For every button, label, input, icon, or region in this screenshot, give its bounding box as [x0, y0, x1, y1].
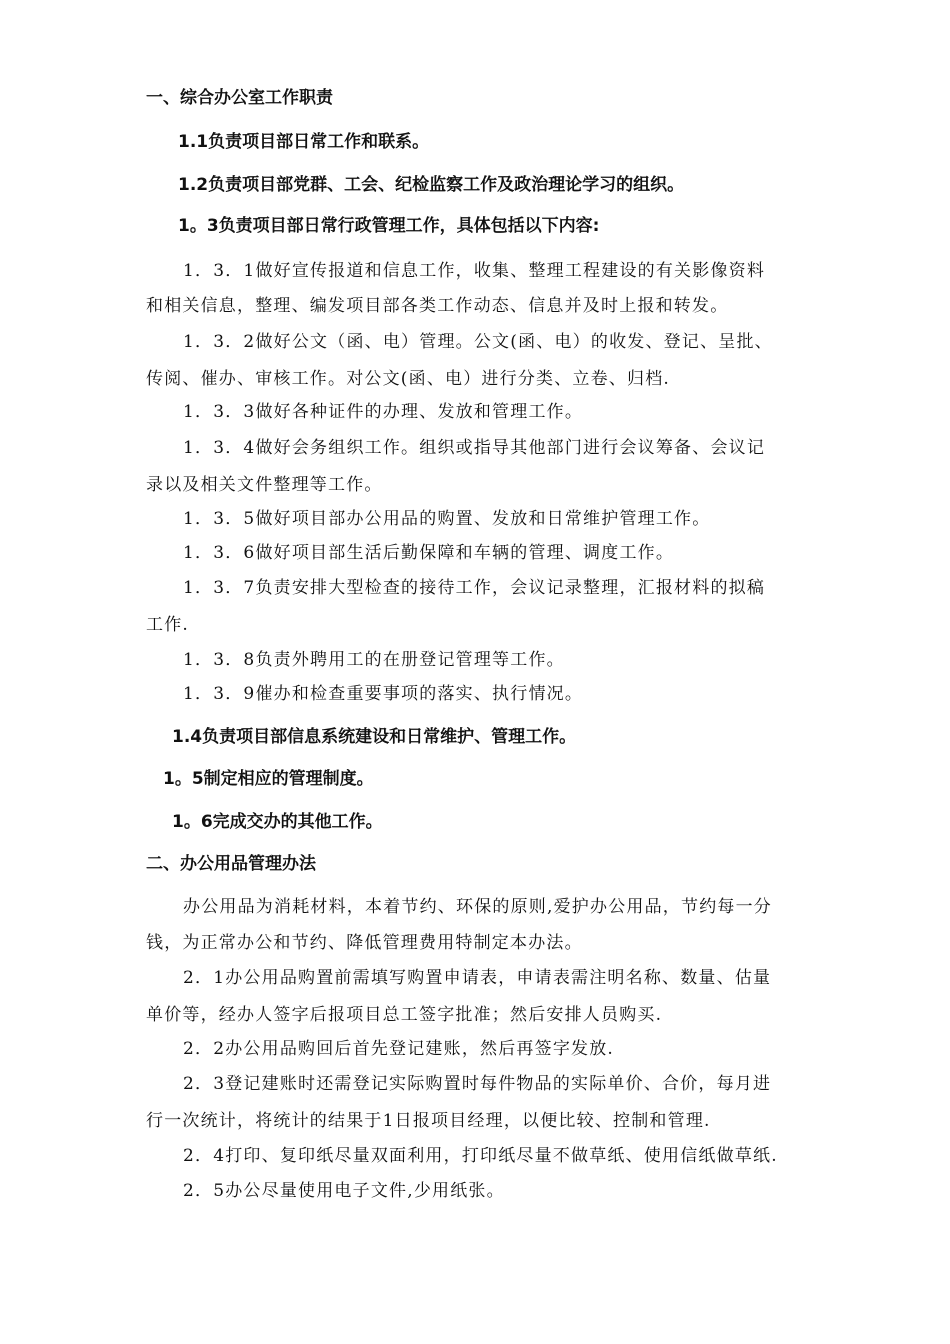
item-1-3-3: 1．3．3做好各种证件的办理、发放和管理工作。: [183, 402, 584, 422]
item-1-3-1-line2: 和相关信息，整理、编发项目部各类工作动态、信息并及时上报和转发。: [146, 296, 729, 316]
item-2-5: 2．5办公尽量使用电子文件,少用纸张。: [183, 1181, 505, 1201]
item-1-1: 1.1负责项目部日常工作和联系。: [178, 132, 430, 152]
item-1-3-1-line1: 1．3．1做好宣传报道和信息工作，收集、整理工程建设的有关影像资料: [183, 261, 766, 281]
item-2-1-line1: 2．1办公用品购置前需填写购置申请表，申请表需注明名称、数量、估量: [183, 968, 772, 988]
item-1-3-4-line1: 1．3．4做好会务组织工作。组织或指导其他部门进行会议筹备、会议记: [183, 438, 766, 458]
item-1-3-2-line1: 1．3．2做好公文（函、电）管理。公文(函、电）的收发、登记、呈批、: [183, 332, 773, 352]
item-1-6: 1。6完成交办的其他工作。: [172, 812, 383, 832]
item-1-3-6: 1．3．6做好项目部生活后勤保障和车辆的管理、调度工作。: [183, 543, 675, 563]
item-1-2: 1.2负责项目部党群、工会、纪检监察工作及政治理论学习的组织。: [178, 175, 685, 195]
section-2-intro-line1: 办公用品为消耗材料，本着节约、环保的原则,爱护办公用品，节约每一分: [183, 897, 773, 917]
item-1-4: 1.4负责项目部信息系统建设和日常维护、管理工作。: [172, 727, 577, 747]
section-1-heading: 一、综合办公室工作职责: [146, 88, 333, 108]
item-2-3-line1: 2．3登记建账时还需登记实际购置时每件物品的实际单价、合价，每月进: [183, 1074, 772, 1094]
item-1-3-5: 1．3．5做好项目部办公用品的购置、发放和日常维护管理工作。: [183, 509, 711, 529]
item-1-3-2-line2: 传阅、催办、审核工作。对公文(函、电）进行分类、立卷、归档.: [146, 369, 671, 389]
item-1-3-4-line2: 录以及相关文件整理等工作。: [146, 475, 383, 495]
item-1-3-8: 1．3．8负责外聘用工的在册登记管理等工作。: [183, 650, 565, 670]
item-2-3-line2: 行一次统计，将统计的结果于1日报项目经理，以便比较、控制和管理.: [146, 1111, 711, 1131]
section-2-intro-line2: 钱，为正常办公和节约、降低管理费用特制定本办法。: [146, 933, 583, 953]
item-1-3: 1。3负责项目部日常行政管理工作，具体包括以下内容:: [178, 216, 600, 236]
item-1-3-9: 1．3．9催办和检查重要事项的落实、执行情况。: [183, 684, 584, 704]
item-2-2: 2．2办公用品购回后首先登记建账，然后再签字发放.: [183, 1039, 615, 1059]
item-1-3-7-line2: 工作.: [146, 615, 190, 635]
section-2-heading: 二、办公用品管理办法: [146, 854, 316, 874]
item-2-4: 2．4打印、复印纸尽量双面利用，打印纸尽量不做草纸、使用信纸做草纸.: [183, 1146, 778, 1166]
item-1-3-7-line1: 1．3．7负责安排大型检查的接待工作，会议记录整理，汇报材料的拟稿: [183, 578, 766, 598]
item-1-5: 1。5制定相应的管理制度。: [163, 769, 374, 789]
item-2-1-line2: 单价等，经办人签字后报项目总工签字批准；然后安排人员购买.: [146, 1005, 663, 1025]
